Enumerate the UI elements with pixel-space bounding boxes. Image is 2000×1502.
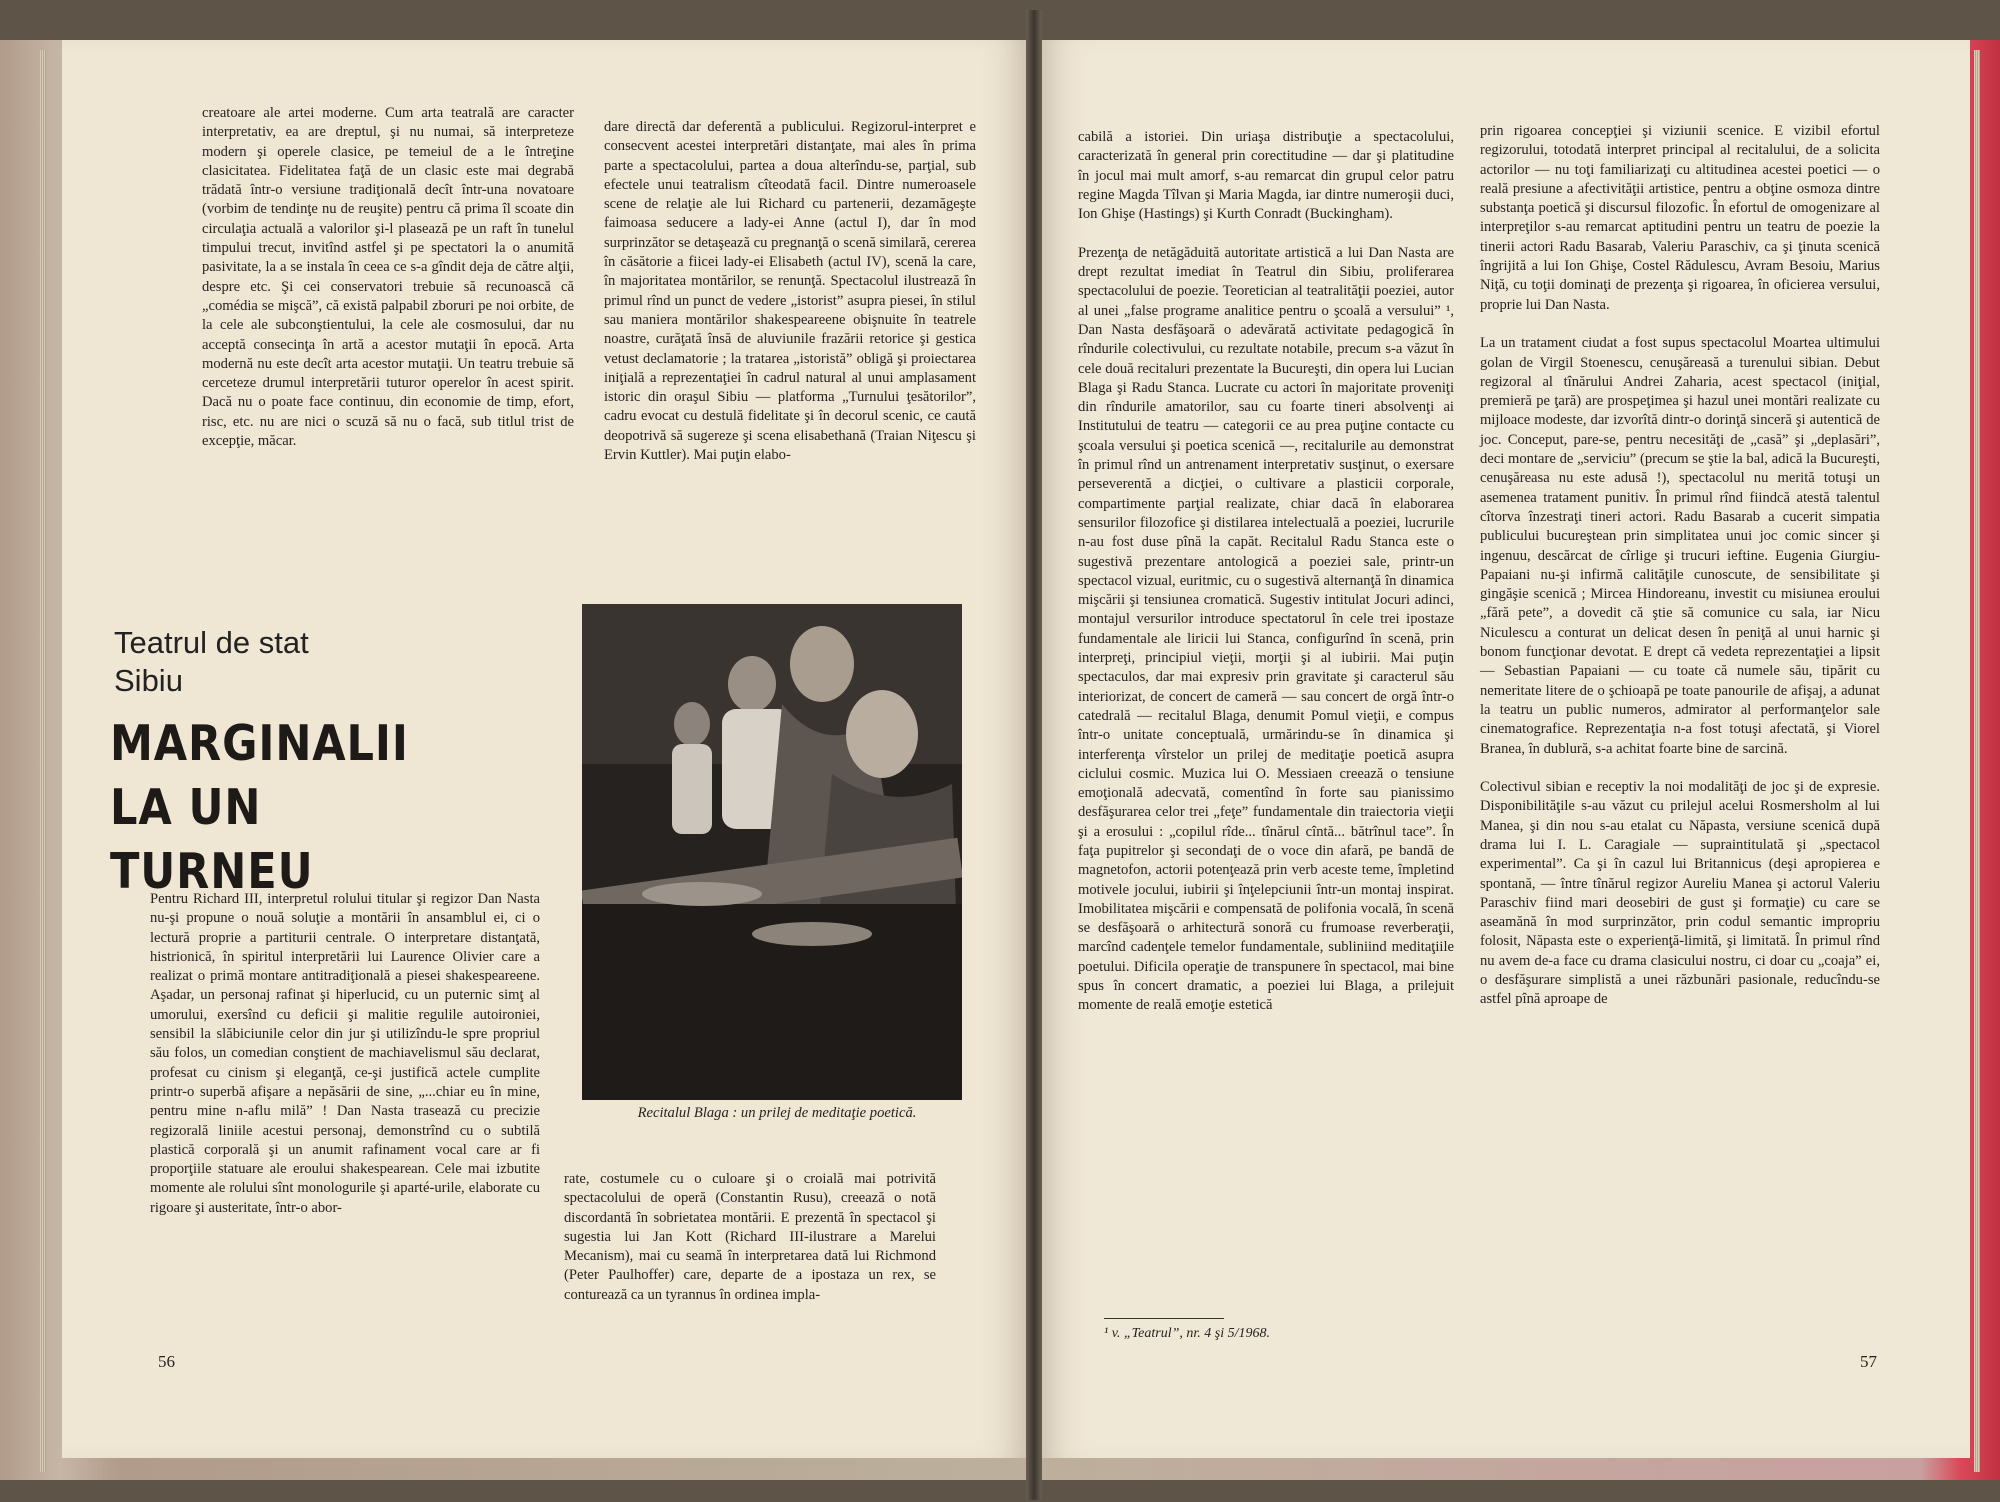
column-2-top-text: dare directă dar deferentă a publicului. Regizorul-interpret e consecvent acestei interpretări distanţate, mai ales în prima parte a spectacolului, partea a doua alterîndu-se, parţial, sub efectele unui teatralism cîteodată facil. Dintre numeroasele scene de relaţie ale lui Richard cu partenerii, dezamăgeşte faimoasa seducere a lady-ei Anne (actul I), dar în mod surprinzător se detaşează cu pregnanţă o scenă similară, cererea în căsătorie a fiicei lady-ei Elisabeth (actul IV), scenă la care, în majoritatea montărilor, se renunţă. Spectacolul ilustrează în primul rînd un punct de vedere „istorist” asupra piesei, în stilul sau maniera montărilor shakespeareene obişnuite în teatrele noastre, curăţată însă de aluviunile frazării retorice şi gestica vetust declamatorie ; la tratarea „istoristă” obligă şi proiectarea iniţială a reprezentaţiei în cadrul natural al unui amplasament istoric din oraşul Sibiu — platforma „Turnului ţesătorilor”, cadru evocat cu destulă fidelitate şi în decorul scenic, ce caută deopotrivă să sugereze şi scena elisabethană (Traian Niţescu şi Ervin Kuttler). Mai puţin elabo- <box>604 119 976 464</box>
footnote-rule <box>1104 1318 1224 1319</box>
photo-image <box>582 604 962 1100</box>
footnote: ¹ v. „Teatrul”, nr. 4 şi 5/1968. <box>1104 1326 1271 1341</box>
page-number-right: 57 <box>1860 1352 1877 1371</box>
column-3-text: cabilă a istoriei. Din uriaşa distribuţie a spectacolului, caracterizată în general prin corectitudine — dar şi platitudine în jocul mai mult amorf, s-au remarcat din grupul celor patru regine Magda Tîlvan şi Maria Magda, iar dintre numeroşii duci, Ion Ghişe (Hastings) şi Kurth Conradt (Buckingham). Prezenţa de netăgăduită autoritate artistică a lui Dan Nasta are drept rezultat imediat în Teatrul din Sibiu, proliferarea spectacolului de poezie. Teoretician al teatralităţii poeziei, autor al unei „false programe analitice pentru o şcoală a versului” ¹, Dan Nasta desfăşoară o adevărată activitate pedagogică în rîndurile colectivului, cu rezultate notabile, precum s-a văzut în cele două recitaluri prezentate la Bucureşti, din opera lui Lucian Blaga şi Radu Stanca. Lucrate cu actori în majoritate proveniţi din rîndurile amatorilor, sau cu foarte tineri absolvenţi ai Institutului de teatru — categorii ce au prea puţine contacte cu şcoala versului şi poetica scenică —, recitalurile au demonstrat în primul rînd un antrenament interpretativ susţinut, o exersare perseverentă a dicţiei, o cultivare a plasticii corporale, compartimente parţial realizate, chiar dacă în elaborarea sensurilor filozofice şi distilarea intelectuală a poeziei, lucrurile n-au fost duse pînă la capăt. Recitalul Radu Stanca este o sugestivă prezentare antologică a poeziei sale, printr-un spectacol vizual, euritmic, cu o sugestivă alternanţă în dinamica mişcării şi tensiunea cromatică. Sugestiv intitulat Jocuri adinci, montajul versurilor introduce spectatorul în cele trei ipostaze fundamentale ale liricii lui Stanca, configurînd în scenă, prin interpreţi, principiul vieţii, morţii şi al iubirii. Mai puţin spectaculos, dar mai expresiv prin gravitate şi caracterul său interiorizat, de concert de cameră — sau concert de orgă într-o catedrală — recitalul Blaga, denumit Pomul vieţii, e compus într-o unitate conceptuală, urmărindu-se în dinamica şi interferenţa vîrstelor un prilej de meditaţie poetică asupra ciclului cosmic. Muzica lui O. Messiaen creează o tensiune emoţională adecvată, comentînd în forte sau pianissimo desfăşurarea celor trei „feţe” fundamentale din traiectoria vieţii şi a erosului : „copilul rîde... tînărul cîntă... bătrînul tace”. În faţa pupitrelor şi secondaţi de o voce din afară, pe bandă de magnetofon, actorii potenţează prin verb aceste teme, împletind motivele jocului, iubirii şi înţelepciunii într-un montaj inspirat. Imobilitatea mişcării e compensată de polifonia vocală, în scenă se desfăşoară o arhitectură sonoră cu frumoase reverberaţii, marcînd cadenţele temelor fundamentale, subliniind meditaţiile poetului. Dificila operaţie de transpunere în spectacol, mai bine spus în concert dramatic, a poeziei lui Blaga, a prilejuit momente de reală emoţie estetică <box>1078 129 1454 1014</box>
photo-caption: Recitalul Blaga : un prilej de meditaţie poetică. <box>637 1105 917 1121</box>
page-edges-right <box>1974 50 1980 1472</box>
column-4-text: prin rigoarea concepţiei şi viziunii scenice. E vizibil efortul regizorului, totodată interpret principal al recitalului, de a solicita actorilor — nu toţi familiarizaţi cu altitudinea acestei poetici — o reală presiune a afectivităţii artistice, pentru a obţine osmoza dintre substanţa poetică şi discursul filozofic. În efortul de omogenizare al interpreţilor s-au remarcat aptitudini pentru un teatru de poezie la tinerii actori Radu Basarab, Valeriu Paraschiv, ca şi ţinuta scenică îngrijită a lui Ion Ghişe, Costel Rădulescu, Avram Besoiu, Marius Niţă, cu toţii dominaţi de prezenţa şi rigoarea, în oficierea versului, proprie lui Dan Nasta. La un tratament ciudat a fost supus spectacolul Moartea ultimului golan de Virgil Stoenescu, cenuşăreasă a turenului sibian. Debut regizoral al tînărului Andrei Zaharia, acest spectacol (iniţial, premieră pe ţară) are prospeţimea şi hazul unei montări realizate cu mijloace modeste, dar izvorîtă dintr-o dorinţă sinceră şi autentică de joc. Conceput, pare-se, pentru necesităţi de „casă” şi „deplasări”, deci montare de „serviciu” (precum se ştie la bal, adică la Bucureşti, cenuşăreasa nu este adusă !), spectacolul nu merită totuşi un asemenea tratament punitiv. În primul rînd fiindcă atestă talentul cîtorva înzestraţi tineri actori. Radu Basarab a cucerit simpatia publicului bucureştean prin simplitatea unui joc comic sincer şi ingenuu, descărcat de cîrlige şi trucuri ieftine. Eugenia Giurgiu-Papaiani nu-şi infirmă calităţile cunoscute, de sensibilitate şi gingăşie scenică ; Mircea Hindoreanu, investit cu misiunea eroului „fără pete”, a dovedit că ştie să comunice cu sala, iar Nicu Niculescu a conturat un delicat desen în peniţă al unui harnic şi bonom funcţionar devotat. E drept că vedeta reprezentaţiei a lipsit — Sebastian Papaiani — cu toate că numele său, tipărit cu nemeritate litere de o şchioapă pe toate panourile de afişaj, a adunat la teatru un public numeros, admirator al performanţelor sale cinematografice. Reprezentaţia n-a fost totuşi afectată, şi Viorel Branea, în dublură, s-a achitat foarte bine de sarcină. Colectivul sibian e receptiv la noi modalităţi de joc şi de expresie. Disponibilităţile s-au văzut cu prilejul acelui Rosmersholm al lui Manea, şi din nou s-au etalat cu Năpasta, versiune scenică după drama lui I. L. Caragiale — supraintitulată şi „spectacol experimental”. Ca şi în cazul lui Britannicus (deşi apropierea e spontană, — între tînărul regizor Aureliu Manea şi actorul Valeriu Paraschiv fiind mari deosebiri de gust şi formaţie) cu care se aseamănă în mod surprinzător, prin codul semantic impropriu folosit, Năpasta este o experienţă-limită, şi limitată. În primul rînd nu avem de-a face cu drama clasicului nostru, ci doar cu „coaja” ei, o desfăşurare simplistă a unei răzbunări pasionale, reducîndu-se astfel pînă aproape de <box>1480 123 1880 1008</box>
column-1-bottom-text: Pentru Richard III, interpretul rolului titular şi regizor Dan Nasta nu-şi propune o nouă soluţie a montării în ansamblul ei, ci o lectură proprie a partiturii centrale. O interpretare distanţată, histrionică, în spiritul interpretării lui Laurence Olivier care a realizat o primă montare antitradiţională a piesei shakespeareene. Aşadar, un personaj rafinat şi hiperlucid, cu un puternic simţ al umorului, exersînd cu deficii şi malitie regulile autoironiei, sensibil la slăbiciunile celor din jur şi utilizîndu-le spre propriul său folos, un comedian conştient de machiavelismul său declarat, profesat cu cinism şi eleganţă, ce-şi justifică actele cumplite printr-o superbă afişare a nepăsării de sine, „...chiar eu în mine, pentru mine n-aflu milă” ! Dan Nasta trasează cu precizie regizorală liniile acestui personaj, demonstrînd cu o subtilă plastică corporală şi un anumit rafinament vocal care ar fi proporţiile statuare ale eroului shakespearean. Cele mai izbutite momente ale rolului sînt monologurile şi aparté-urile, elaborate cu rigoare şi austeritate, într-o abor- <box>150 891 540 1216</box>
recital-photo <box>582 604 962 1100</box>
section-headline: Teatrul de stat Sibiu <box>114 625 309 698</box>
page-edges-left <box>40 50 46 1472</box>
article-title: MARGINALII LA UN TURNEU <box>110 715 409 900</box>
page-number-left: 56 <box>158 1352 175 1371</box>
column-1-top-text: creatoare ale artei moderne. Cum arta teatrală are caracter interpretativ, ea are dreptul, şi nu numai, să interpreteze modern şi operele clasice, pe temeiul de a le întreţine clasicitatea. Fidelitatea faţă de un clasic este mai degrabă trădată într-o versiune tradiţională decît într-una novatoare (vorbim de tendinţe nu de reuşite) pentru că prima îl scoate din circulaţia actuală a valorilor şi-l plasează pe un raft în tunelul timpului trecut, invitînd astfel şi pe spectatori la o anumită pasivitate, la a se instala în ceea ce s-a gîndit deja de către alţii, despre etc. Şi cei conservatori trebuie să recunoască că „comédia se mişcă”, că există palpabil zboruri pe noi orbite, de la cele ale subconştientului, la cele ale cosmosului, dar nu acceptă consecinţa în artă a acestor mutaţii în epocă. Arta modernă nu este decît arta acestor mutaţii. Un teatru trebuie să cerceteze drumul interpretării tuturor operelor în acest spirit. Dacă nu o poate face continuu, din economie de timp, efort, risc, etc. nu are nici o scuză să nu o facă, sub titlul trist de excepţie, măcar. <box>202 105 574 450</box>
column-2-bottom-text: rate, costumele cu o culoare şi o croială mai potrivită spectacolului de operă (Constantin Rusu), creează o notă discordantă în sobrietatea montării. E prezentă în spectacol şi sugestia lui Jan Kott (Richard III-ilustrare a Marelui Mecanism), mai cu seamă în interpretarea dată lui Richmond (Peter Paulhoffer) care, departe de a ipostaza un rex, se conturează ca un tyrannus în ordinea impla- <box>564 1171 936 1303</box>
book-gutter <box>1026 10 1042 1500</box>
